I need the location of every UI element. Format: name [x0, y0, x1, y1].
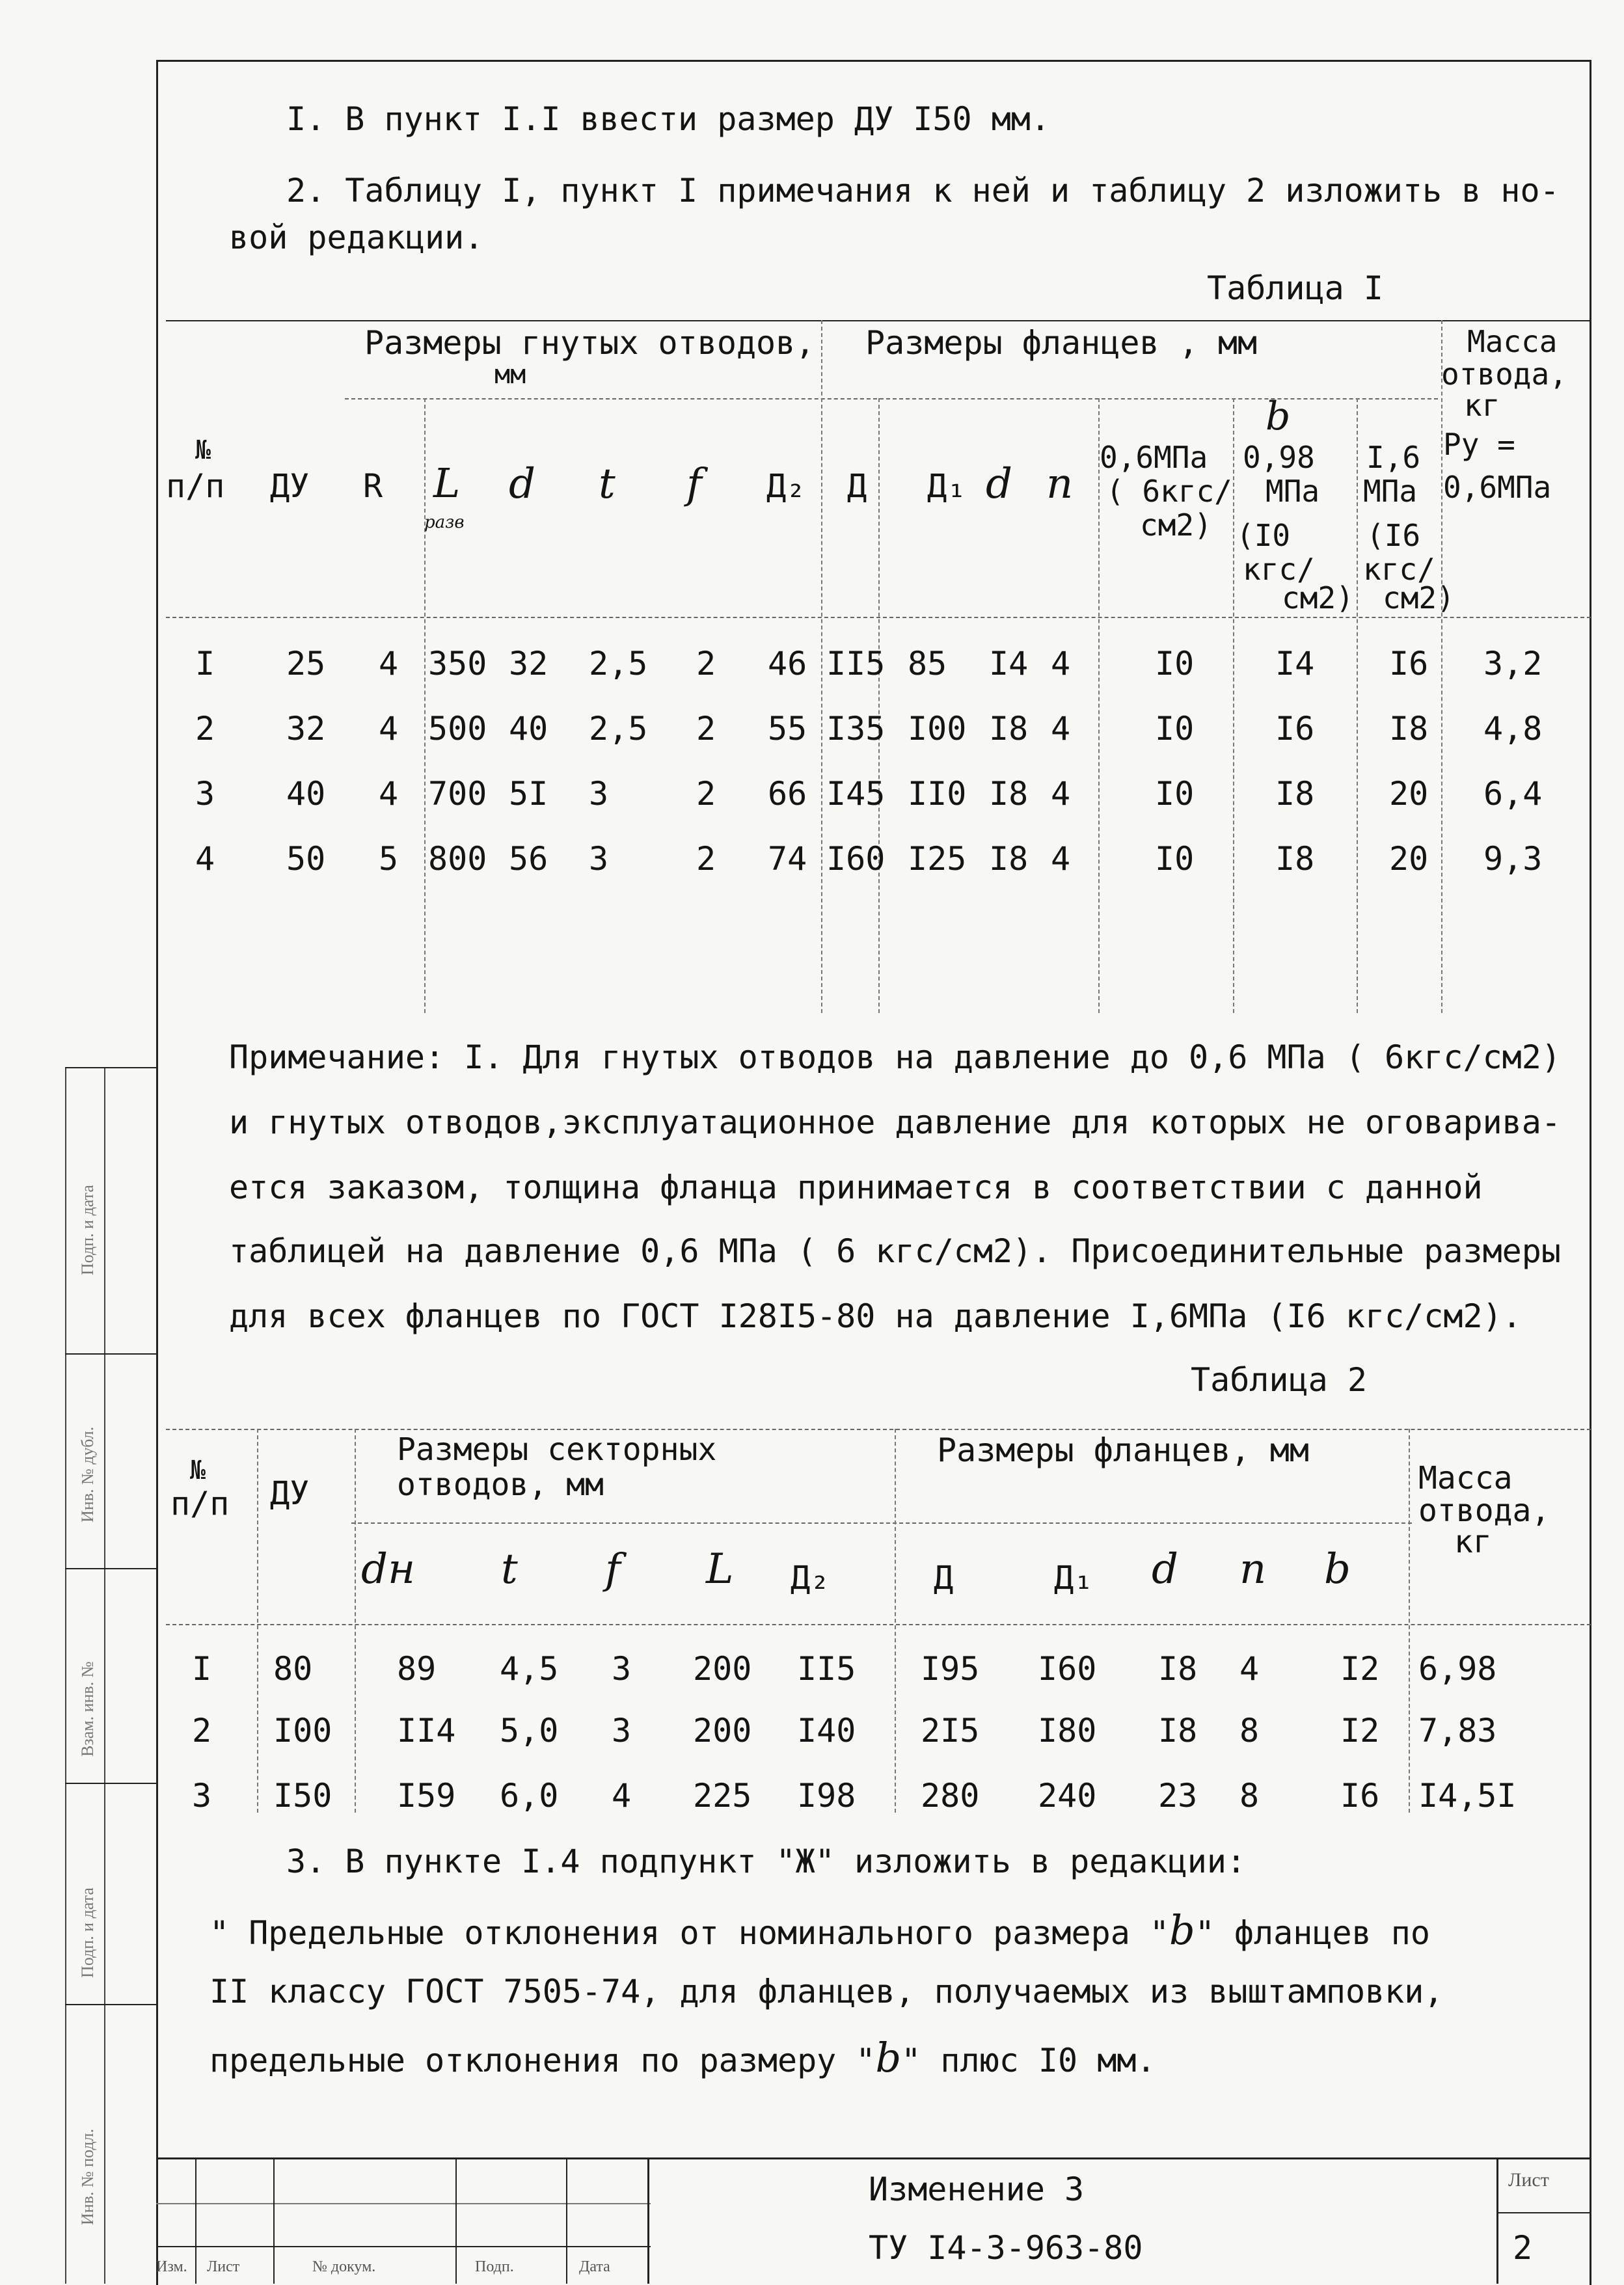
- intro-item-1: I. В пункт I.I ввести размер ДУ I50 мм.: [286, 100, 1050, 138]
- t1-row-4-s098: I8: [1275, 840, 1315, 878]
- t2-row-3-dn: I59: [397, 1777, 456, 1815]
- margin-vzam-inv: Взам. инв. №: [78, 1661, 97, 1757]
- stamp-col-izm: Изм.: [156, 2258, 187, 2275]
- stamp-sheet-label: Лист: [1508, 2169, 1549, 2191]
- item-3-line-4-post: " плюс I0 мм.: [901, 2042, 1156, 2079]
- t1-header-r: R: [363, 467, 383, 505]
- t2-row-3-t: 6,0: [500, 1777, 559, 1815]
- t2-row-2-du: I00: [273, 1712, 332, 1750]
- note-line-4: таблицей на давление 0,6 МПа ( 6 кгс/см2). Присоединительные размеры: [229, 1232, 1561, 1270]
- t1-row-3-d-small: I8: [989, 775, 1029, 813]
- t1-row-4-f: 2: [696, 840, 716, 878]
- t2-header-num-symbol: №: [190, 1455, 206, 1485]
- t2-header-t: t: [501, 1545, 518, 1593]
- t1-row-1-s098: I4: [1275, 645, 1315, 683]
- t2-row-3-num: 3: [192, 1777, 212, 1815]
- t1-header-f: f: [686, 460, 702, 508]
- t1-row-1-s06: I0: [1155, 645, 1195, 683]
- t1-row-1-num: I: [195, 645, 215, 683]
- t1-header-d2: Д₂: [766, 467, 806, 505]
- t1-header-d: d: [509, 460, 535, 508]
- t2-row-2-t: 5,0: [500, 1712, 559, 1750]
- t2-header-f: f: [605, 1545, 621, 1593]
- t2-row-1-d2: II5: [797, 1650, 856, 1688]
- t1-header-d-small: d: [986, 460, 1012, 508]
- t1-row-3-r: 4: [379, 775, 399, 813]
- item-3-b-symbol-1: b: [1169, 1906, 1195, 1954]
- t1-row-3-s098: I8: [1275, 775, 1315, 813]
- t1-row-2-r: 4: [379, 710, 399, 748]
- t1-row-4-t: 3: [589, 840, 609, 878]
- t1-row-1-d1: 85: [908, 645, 947, 683]
- t1-row-3-dd: I45: [826, 775, 886, 813]
- t1-row-1-t: 2,5: [589, 645, 648, 683]
- t2-header-sector-line-2: отводов, мм: [397, 1467, 604, 1503]
- t1-row-1-d2: 46: [768, 645, 807, 683]
- t1-row-4-l: 800: [428, 840, 487, 878]
- t2-row-2-d1: I80: [1038, 1712, 1097, 1750]
- t2-row-3-d2: I98: [797, 1777, 856, 1815]
- t1-row-3-num: 3: [195, 775, 215, 813]
- t1-header-n: n: [1046, 460, 1074, 508]
- t1-row-2-s16: I8: [1389, 710, 1429, 748]
- frame-right-border: [1590, 60, 1591, 2285]
- t1-row-3-t: 3: [589, 775, 609, 813]
- t2-row-3-d1: 240: [1038, 1777, 1097, 1815]
- t1-row-4-s16: 20: [1389, 840, 1429, 878]
- t2-header-mass-2: отвода,: [1418, 1493, 1550, 1529]
- t1-row-1-n: 4: [1051, 645, 1071, 683]
- t2-row-3-d-small: 23: [1158, 1777, 1198, 1815]
- t1-row-2-d: 40: [509, 710, 548, 748]
- t1-row-2-dd: I35: [826, 710, 886, 748]
- t2-row-2-l: 200: [693, 1712, 752, 1750]
- t2-row-1-d-small: I8: [1158, 1650, 1198, 1688]
- t1-header-num: п/п: [166, 467, 225, 505]
- t2-header-d1: Д₁: [1054, 1559, 1094, 1597]
- t2-row-1-dd: I95: [921, 1650, 980, 1688]
- t1-header-du: ДУ: [270, 467, 310, 505]
- margin-inv-dubl: Инв. № дубл.: [78, 1426, 97, 1522]
- frame-left-border: [156, 60, 158, 2285]
- t2-row-1-d1: I60: [1038, 1650, 1097, 1688]
- t2-row-2-mass: 7,83: [1418, 1712, 1497, 1750]
- t1-row-2-t: 2,5: [589, 710, 648, 748]
- t1-row-3-s16: 20: [1389, 775, 1429, 813]
- t1-row-1-d-small: I4: [989, 645, 1029, 683]
- t2-row-1-num: I: [192, 1650, 212, 1688]
- t1-row-3-d2: 66: [768, 775, 807, 813]
- t2-header-mass-3: кг: [1454, 1524, 1492, 1560]
- item-3-line-1: 3. В пункте I.4 подпункт "Ж" изложить в редакции:: [286, 1843, 1247, 1880]
- t2-row-1-l: 200: [693, 1650, 752, 1688]
- t2-row-3-l: 225: [693, 1777, 752, 1815]
- stamp-col-sign: Подп.: [475, 2258, 514, 2275]
- t2-header-l: L: [706, 1545, 734, 1593]
- note-line-2: и гнутых отводов,эксплуатационное давление для которых не оговарива-: [229, 1103, 1561, 1141]
- t1-row-2-s098: I6: [1275, 710, 1315, 748]
- t1-header-bent-group: Размеры гнутых отводов,: [364, 324, 815, 362]
- t2-row-2-f: 3: [612, 1712, 632, 1750]
- t1-row-4-d-small: I8: [989, 840, 1029, 878]
- t2-row-3-f: 4: [612, 1777, 632, 1815]
- t2-row-3-dd: 280: [921, 1777, 980, 1815]
- table-2-caption: Таблица 2: [1191, 1361, 1367, 1399]
- note-line-1: Примечание: I. Для гнутых отводов на давление до 0,6 МПа ( 6кгс/см2): [229, 1038, 1561, 1076]
- t1-row-3-s06: I0: [1155, 775, 1195, 813]
- t1-row-4-r: 5: [379, 840, 399, 878]
- intro-item-2-line-1: 2. Таблицу I, пункт I примечания к ней и таблицу 2 изложить в но-: [286, 172, 1560, 210]
- item-3-line-4: [210, 2034, 1156, 2081]
- t2-row-3-b: I6: [1340, 1777, 1380, 1815]
- t2-row-1-n: 4: [1239, 1650, 1260, 1688]
- t2-row-1-mass: 6,98: [1418, 1650, 1497, 1688]
- t1-header-l-sub: разв: [424, 513, 465, 532]
- t2-header-d-small: d: [1152, 1545, 1178, 1593]
- t1-row-1-r: 4: [379, 645, 399, 683]
- t1-row-4-d: 56: [509, 840, 548, 878]
- t1-row-2-d1: I00: [908, 710, 967, 748]
- item-3-line-3: II классу ГОСТ 7505-74, для фланцев, получаемых из выштамповки,: [210, 1973, 1444, 2010]
- t1-header-bent-group-unit: мм: [494, 360, 526, 390]
- t2-row-2-n: 8: [1239, 1712, 1260, 1750]
- t1-row-4-du: 50: [286, 840, 326, 878]
- t1-row-1-mass: 3,2: [1483, 645, 1543, 683]
- t1-header-dd: Д: [847, 467, 867, 505]
- item-3-b-symbol-2: b: [875, 2034, 902, 2081]
- frame-top-border: [156, 60, 1591, 62]
- t2-header-dd: Д: [934, 1559, 954, 1597]
- intro-item-2-line-2: вой редакции.: [229, 219, 484, 256]
- t2-row-3-n: 8: [1239, 1777, 1260, 1815]
- t1-row-4-n: 4: [1051, 840, 1071, 878]
- stamp-col-list: Лист: [207, 2258, 240, 2275]
- t2-header-dn: dн: [361, 1545, 416, 1593]
- t1-row-3-d: 5I: [509, 775, 548, 813]
- t1-row-2-num: 2: [195, 710, 215, 748]
- t1-row-3-d1: II0: [908, 775, 967, 813]
- t2-header-n: n: [1239, 1545, 1267, 1593]
- t2-row-3-mass: I4,5I: [1418, 1777, 1517, 1815]
- t2-row-1-f: 3: [612, 1650, 632, 1688]
- t1-header-l: L: [433, 459, 461, 507]
- t2-row-1-du: 80: [273, 1650, 313, 1688]
- margin-podp-data-1: Подп. и дата: [78, 1185, 97, 1275]
- t1-row-3-du: 40: [286, 775, 326, 813]
- t1-row-1-d: 32: [509, 645, 548, 683]
- t2-row-2-num: 2: [192, 1712, 212, 1750]
- stamp-col-doc: № докум.: [312, 2258, 376, 2275]
- t2-row-2-d2: I40: [797, 1712, 856, 1750]
- t2-row-2-dd: 2I5: [921, 1712, 980, 1750]
- stamp-sheet-number: 2: [1513, 2229, 1533, 2267]
- t1-row-1-f: 2: [696, 645, 716, 683]
- t1-row-2-l: 500: [428, 710, 487, 748]
- t1-header-d1: Д₁: [927, 467, 967, 505]
- t2-header-d2: Д₂: [791, 1559, 830, 1597]
- t1-row-4-num: 4: [195, 840, 215, 878]
- t1-row-1-l: 350: [428, 645, 487, 683]
- t2-row-3-du: I50: [273, 1777, 332, 1815]
- t2-row-1-b: I2: [1340, 1650, 1380, 1688]
- t1-row-2-mass: 4,8: [1483, 710, 1543, 748]
- t1-row-1-dd: II5: [826, 645, 886, 683]
- t1-row-4-d1: I25: [908, 840, 967, 878]
- t1-row-3-f: 2: [696, 775, 716, 813]
- t2-header-mass-1: Масса: [1418, 1460, 1513, 1496]
- t1-row-2-f: 2: [696, 710, 716, 748]
- t1-header-t: t: [599, 460, 616, 508]
- stamp-change-label: Изменение 3: [869, 2170, 1085, 2208]
- t2-row-2-b: I2: [1340, 1712, 1380, 1750]
- note-line-5: для всех фланцев по ГОСТ I28I5-80 на давление I,6МПа (I6 кгс/см2).: [229, 1297, 1522, 1335]
- stamp-doc-code: ТУ I4-3-963-80: [869, 2229, 1143, 2267]
- t1-row-4-mass: 9,3: [1483, 840, 1543, 878]
- t1-row-4-dd: I60: [826, 840, 886, 878]
- t1-row-2-n: 4: [1051, 710, 1071, 748]
- item-3-line-2: [210, 1906, 1430, 1954]
- t2-header-b: b: [1324, 1545, 1351, 1593]
- t1-row-2-s06: I0: [1155, 710, 1195, 748]
- t1-row-4-d2: 74: [768, 840, 807, 878]
- item-3-line-2-post: " фланцев по: [1195, 1914, 1430, 1952]
- t1-header-flange-group: Размеры фланцев , мм: [865, 324, 1258, 362]
- table-1-caption: Таблица I: [1207, 269, 1383, 307]
- t1-row-3-n: 4: [1051, 775, 1071, 813]
- t1-row-3-mass: 6,4: [1483, 775, 1543, 813]
- t2-header-num: п/п: [170, 1485, 230, 1522]
- t1-row-1-s16: I6: [1389, 645, 1429, 683]
- t1-header-num-symbol: №: [195, 435, 211, 465]
- t2-header-sector-line-1: Размеры секторных: [397, 1431, 717, 1468]
- t2-row-1-t: 4,5: [500, 1650, 559, 1688]
- t2-header-du: ДУ: [270, 1474, 310, 1512]
- t1-header-b-symbol: b: [1265, 394, 1291, 439]
- item-3-line-2-pre: " Предельные отклонения от номинального размера ": [210, 1914, 1170, 1952]
- t2-header-flange-group: Размеры фланцев, мм: [937, 1431, 1309, 1469]
- t2-row-1-dn: 89: [397, 1650, 437, 1688]
- t1-row-2-d2: 55: [768, 710, 807, 748]
- item-3-line-4-pre: предельные отклонения по размеру ": [210, 2042, 876, 2079]
- t2-row-2-dn: II4: [397, 1712, 456, 1750]
- t1-row-1-du: 25: [286, 645, 326, 683]
- t1-row-4-s06: I0: [1155, 840, 1195, 878]
- t2-row-2-d-small: I8: [1158, 1712, 1198, 1750]
- margin-inv-podl: Инв. № подл.: [78, 2128, 97, 2225]
- t1-row-3-l: 700: [428, 775, 487, 813]
- note-line-3: ется заказом, толщина фланца принимается в соответствии с данной: [229, 1169, 1483, 1206]
- margin-podp-data-2: Подп. и дата: [78, 1887, 97, 1978]
- t1-row-2-du: 32: [286, 710, 326, 748]
- t1-row-2-d-small: I8: [989, 710, 1029, 748]
- stamp-col-date: Дата: [579, 2258, 610, 2275]
